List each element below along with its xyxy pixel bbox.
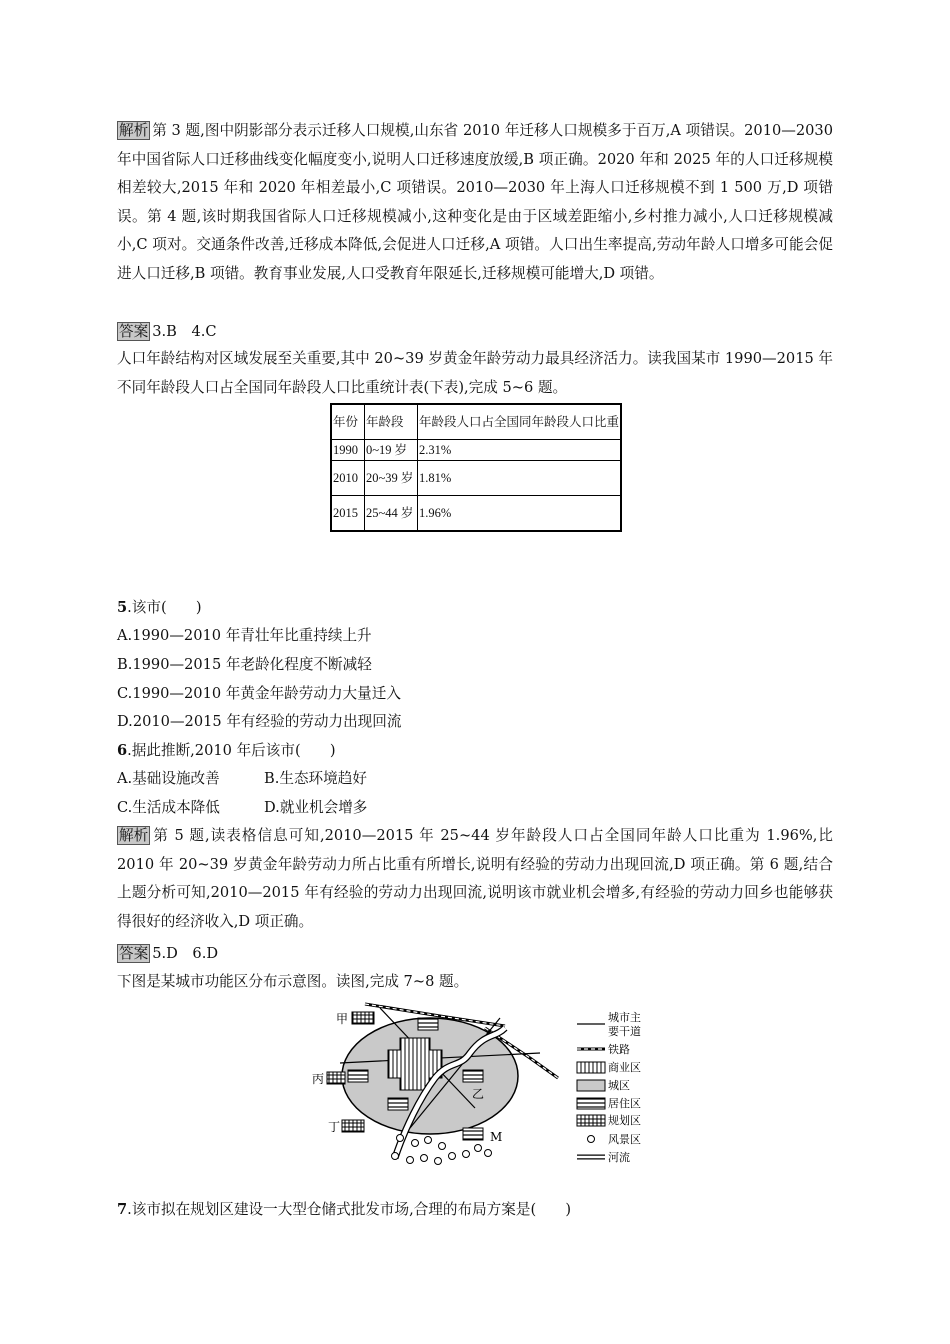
city-zone-map bbox=[300, 998, 660, 1178]
label-bing: 丙 bbox=[312, 1072, 325, 1086]
label-jia: 甲 bbox=[336, 1012, 349, 1026]
table-cell: 2015 bbox=[331, 496, 365, 532]
residential-block bbox=[388, 1098, 408, 1110]
analysis-tag: 解析 bbox=[119, 122, 149, 139]
legend-label: 城区 bbox=[608, 1079, 630, 1092]
table-cell: 1.81% bbox=[418, 461, 622, 496]
question-6-option-d: D.就业机会增多 bbox=[264, 799, 368, 816]
question-number: 5 bbox=[117, 599, 128, 616]
question-number: 7 bbox=[117, 1201, 128, 1218]
table-cell: 20~39 岁 bbox=[365, 461, 418, 496]
legend-urban-symbol bbox=[577, 1080, 605, 1091]
residential-block bbox=[418, 1018, 438, 1030]
legend-label: 城市主 bbox=[608, 1011, 641, 1024]
question-5-option-d: D.2010—2015 年有经验的劳动力出现回流 bbox=[117, 713, 402, 730]
table-cell: 2010 bbox=[331, 461, 365, 496]
table-header-row bbox=[331, 404, 621, 440]
question-6-stem bbox=[117, 739, 336, 760]
analysis-paragraph-1 bbox=[117, 117, 833, 289]
table-cell: 2.31% bbox=[418, 440, 622, 461]
legend-label: 要干道 bbox=[608, 1025, 641, 1038]
intro-questions-7-8: 下图是某城市功能区分布示意图。读图,完成 7~8 题。 bbox=[117, 973, 469, 990]
question-5-option-c: C.1990—2010 年黄金年龄劳动力大量迁入 bbox=[117, 685, 401, 702]
residential-block bbox=[463, 1128, 483, 1140]
analysis-text: 第 3 题,图中阴影部分表示迁移人口规模,山东省 2010 年迁移人口规模多于百万,A 项错误。2010—2030 年中国省际人口迁移曲线变化幅度变小,说明人口迁移速度放缓,B 项正确。2020 年和 2025 年的人口迁移规模相差较大,2015 年和 2020 年相差最小,C 项错误。2010—2030 年上海人口迁移规模不到 1 500 万,D 项错误。第 4 题,该时期我国省际人口迁移规模减小,这种变化是由于区域差距缩小,乡村推力减小,人口迁移规模减小,C 项对。交通条件改善,迁移成本降低,会促进人口迁移,A 项错。人口出生率提高,劳动年龄人口增多可能会促进人口迁移,B 项错。教育事业发展,人口受教育年限延长,迁移规模可能增大,D 项错。 bbox=[117, 122, 833, 282]
question-text: .该市( ) bbox=[127, 599, 202, 616]
legend-commercial-symbol bbox=[577, 1062, 605, 1073]
question-5-option-b: B.1990—2015 年老龄化程度不断减轻 bbox=[117, 656, 372, 673]
residential-block bbox=[463, 1070, 483, 1082]
planned-zone-ding bbox=[342, 1120, 364, 1132]
question-text: .据此推断,2010 年后该市( ) bbox=[127, 742, 336, 759]
legend-scenic-symbol bbox=[588, 1136, 595, 1143]
answer-line-1 bbox=[117, 320, 217, 341]
analysis-paragraph-2 bbox=[117, 822, 833, 936]
analysis-text: 第 5 题,读表格信息可知,2010—2015 年 25~44 岁年龄段人口占全国同年龄人口比重为 1.96%,比 2010 年 20~39 岁黄金年龄劳动力所占比重有所增长,说明有经验的劳动力出现回流,D 项正确。第 6 题,结合上题分析可知,2010—2015 年有经验的劳动力出现回流,说明该市就业机会增多,有经验的劳动力回乡也能够获得很好的经济收入,D 项正确。 bbox=[117, 827, 833, 930]
question-number: 6 bbox=[117, 742, 128, 759]
map-legend bbox=[577, 1011, 641, 1164]
table-cell: 0~19 岁 bbox=[365, 440, 418, 461]
table-cell: 25~44 岁 bbox=[365, 496, 418, 532]
label-ding: 丁 bbox=[328, 1120, 341, 1134]
planned-zone-bing bbox=[327, 1072, 345, 1084]
question-5-stem bbox=[117, 596, 202, 617]
legend-label: 商业区 bbox=[608, 1061, 641, 1074]
legend-label: 风景区 bbox=[608, 1133, 641, 1146]
table-row bbox=[331, 496, 621, 532]
answer-tag: 答案 bbox=[119, 945, 149, 962]
legend-label: 铁路 bbox=[608, 1043, 630, 1056]
answer-tag: 答案 bbox=[119, 323, 149, 340]
table-cell: 1990 bbox=[331, 440, 365, 461]
table-header-cell: 年龄段 bbox=[365, 404, 418, 440]
question-6-options-row-1 bbox=[117, 767, 367, 788]
question-text: .该市拟在规划区建设一大型仓储式批发市场,合理的布局方案是( ) bbox=[127, 1201, 572, 1218]
table-cell: 1.96% bbox=[418, 496, 622, 532]
legend-label: 规划区 bbox=[608, 1114, 641, 1127]
legend-residential-symbol bbox=[577, 1098, 605, 1109]
planned-zone-jia bbox=[352, 1012, 374, 1024]
question-5-option-a: A.1990—2010 年青壮年比重持续上升 bbox=[117, 627, 372, 644]
question-6-option-c: C.生活成本降低 bbox=[117, 799, 220, 816]
residential-block bbox=[348, 1070, 368, 1082]
answer-text: 5.D 6.D bbox=[152, 945, 219, 962]
legend-label: 居住区 bbox=[608, 1097, 641, 1110]
legend-planned-symbol bbox=[577, 1115, 605, 1126]
intro-questions-5-6: 人口年龄结构对区域发展至关重要,其中 20~39 岁黄金年龄劳动力最具经济活力。读我国某市 1990—2015 年不同年龄段人口占全国同年龄段人口比重统计表(下表),完成 5~6 题。 bbox=[117, 350, 834, 396]
answer-line-2 bbox=[117, 942, 218, 963]
question-6-option-a: A.基础设施改善 bbox=[117, 770, 220, 787]
label-yi: 乙 bbox=[472, 1087, 485, 1101]
question-7-stem bbox=[117, 1198, 571, 1219]
table-header-cell: 年龄段人口占全国同年龄段人口比重 bbox=[418, 404, 622, 440]
analysis-tag: 解析 bbox=[119, 827, 149, 844]
label-m: M bbox=[490, 1130, 503, 1144]
legend-label: 河流 bbox=[608, 1151, 630, 1164]
table-row bbox=[331, 440, 621, 461]
table-row bbox=[331, 461, 621, 496]
answer-text: 3.B 4.C bbox=[152, 323, 217, 340]
population-table bbox=[330, 403, 622, 532]
table-header-cell: 年份 bbox=[331, 404, 365, 440]
question-6-option-b: B.生态环境趋好 bbox=[264, 770, 367, 787]
question-6-options-row-2 bbox=[117, 796, 368, 817]
